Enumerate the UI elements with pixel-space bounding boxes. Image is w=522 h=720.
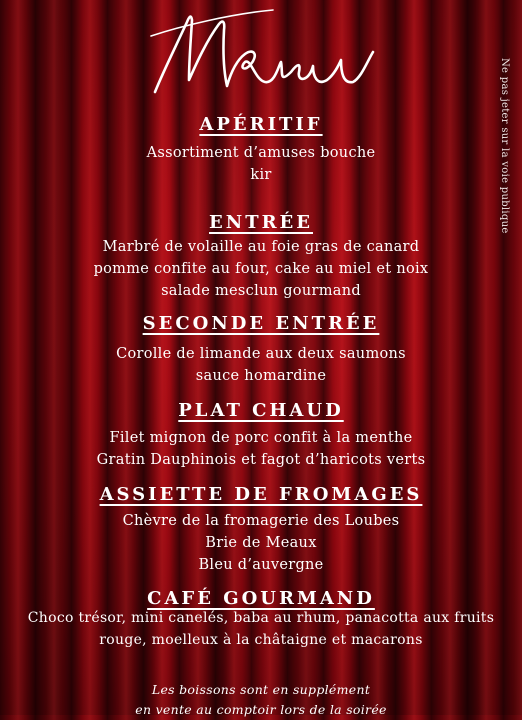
menu-item: Assortiment d’amuses bouche (146, 145, 376, 161)
menu-item: Marbré de volaille au foie gras de canard (102, 239, 420, 255)
menu-title (0, 2, 522, 114)
menu-item: rouge, moelleux à la châtaigne et macarons (99, 632, 423, 648)
menu-item: Brie de Meaux (205, 535, 317, 551)
section-title-seconde-entree: SECONDE ENTRÉE (142, 313, 380, 334)
section-items-cafe-gourmand (0, 607, 522, 651)
menu-item: kir (250, 167, 272, 183)
section-items-seconde-entree (0, 343, 522, 387)
section-title-entree: ENTRÉE (209, 212, 313, 233)
section-items-assiette-de-fromages (0, 510, 522, 576)
menu-item: Filet mignon de porc confit à la menthe (109, 430, 413, 446)
menu-title-script (141, 2, 381, 114)
menu-item: salade mesclun gourmand (161, 283, 361, 299)
section-items-aperitif (0, 142, 522, 186)
menu-item: pomme confite au four, cake au miel et noix (93, 261, 429, 277)
section-title-aperitif: APÉRITIF (199, 114, 323, 135)
footer-note (0, 680, 522, 720)
section-items-plat-chaud (0, 427, 522, 471)
menu-item: Corolle de limande aux deux saumons (116, 346, 406, 362)
menu-item: Bleu d’auvergne (198, 557, 324, 573)
footer-line: en vente au comptoir lors de la soirée (135, 702, 387, 717)
section-items-entree (0, 236, 522, 302)
menu-item: Choco trésor, mini canelés, baba au rhum, panacotta aux fruits (27, 610, 495, 626)
section-title-cafe-gourmand: CAFÉ GOURMAND (147, 588, 375, 609)
menu-item: Chèvre de la fromagerie des Loubes (122, 513, 400, 529)
section-title-assiette-de-fromages: ASSIETTE DE FROMAGES (99, 484, 423, 505)
menu-item: sauce homardine (195, 368, 327, 384)
side-note: Ne pas jeter sur la voie publique (499, 58, 510, 234)
section-title-plat-chaud: PLAT CHAUD (178, 400, 344, 421)
footer-line: Les boissons sont en supplément (151, 682, 371, 697)
menu-item: Gratin Dauphinois et fagot d’haricots verts (96, 452, 426, 468)
